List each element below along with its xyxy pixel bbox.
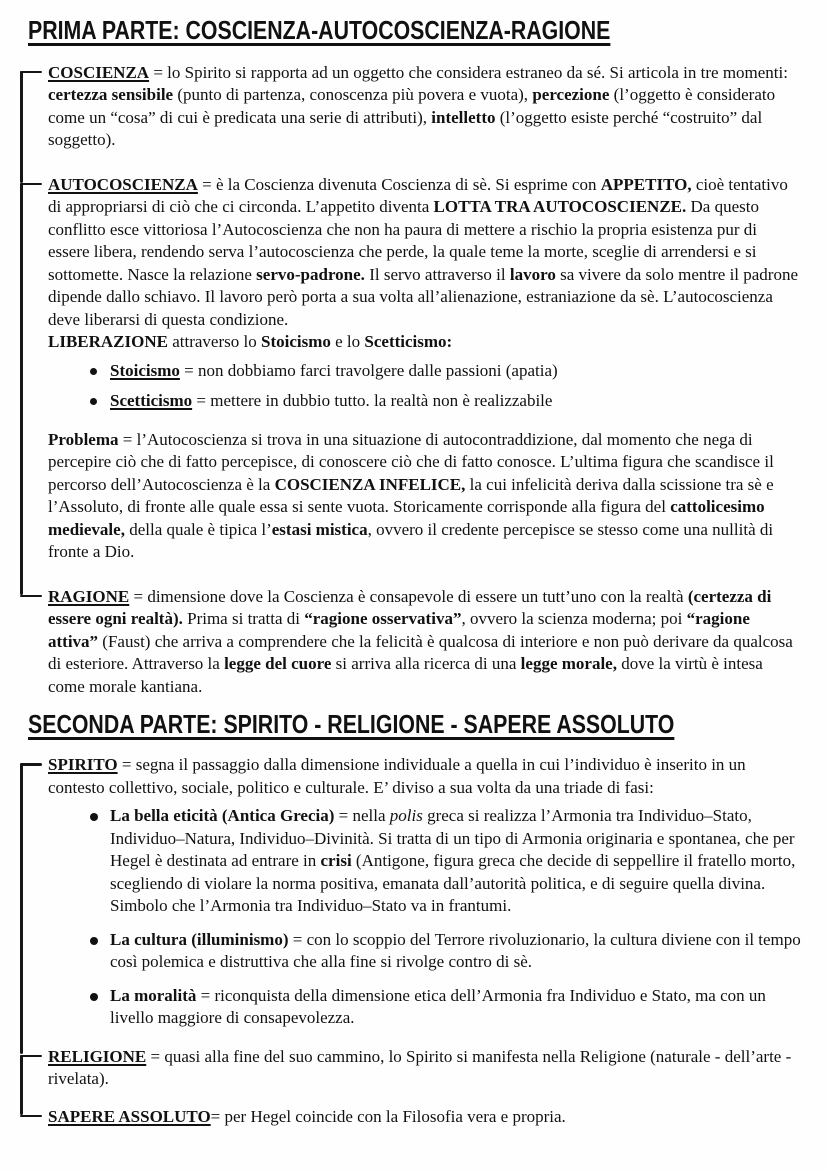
bullet-icon: [90, 937, 98, 945]
section-ragione: [48, 586, 802, 699]
bella-eticita-bullet-text: La bella eticità (Antica Grecia) = nella polis greca si realizza l’Armonia tra Individuo–Stato, Individuo–Natura, Individuo–Divinità. Si tratta di un tipo di Armonia originaria e spontanea, che per Hegel è destinata ad entrare in crisi (Antigone, figura greca che decide di seppellire il fratello morto, scegliendo di violare la norma positiva, emanata dall’autorità politica, e di seguire quella divina. Simbolo che l’Armonia tra Individuo–Stato va in frantumi.: [110, 806, 796, 916]
sapere-assoluto-text: SAPERE ASSOLUTO= per Hegel coincide con la Filosofia vera e propria.: [48, 1106, 566, 1126]
liberazione-bullet-list: [48, 360, 802, 413]
part1-title: PRIMA PARTE: COSCIENZA-AUTOCOSCIENZA-RAGIONE: [28, 15, 611, 45]
stoicismo-bullet: [90, 360, 802, 383]
bullet-icon: [90, 993, 98, 1001]
ragione-text: RAGIONE = dimensione dove la Coscienza è consapevole di essere un tutt’uno con la realtà (certezza di essere ogni realtà). Prima si tratta di “ragione osservativa”, ovvero la scienza moderna; poi “ragione attiva” (Faust) che arriva a comprendere che la felicità è qualcosa di interiore e non può derivare da qualcosa di esteriore. Attraverso la legge del cuore si arriva alla ricerca di una legge morale, dove la virtù è intesa come morale kantiana.: [48, 586, 793, 696]
scetticismo-bullet-text: Scetticismo = mettere in dubbio tutto. la realtà non è realizzabile: [110, 391, 553, 411]
autocoscienza-text: AUTOCOSCIENZA = è la Coscienza divenuta Coscienza di sè. Si esprime con APPETITO, cioè tentativo di appropriarsi di ciò che ci circonda. L’appetito diventa LOTTA TRA AUTOCOSCIENZE. Da questo conflitto esce vittoriosa l’Autocoscienza che non ha paura di mettere a rischio la propria esistenza pur di essere libera, rendendo serva l’autocoscienza che perde, la quale teme la morte, sceglie di arrendersi e si sottomette. Nasce la relazione servo-padrone. Il servo attraverso il lavoro sa vivere da solo mentre il padrone dipende dallo schiavo. Il lavoro però porta a sua volta all’alienazione, estraniazione da sè. L’autocoscienza deve liberarsi di questa condizione.: [48, 174, 799, 329]
part2-bracket-group: [20, 754, 802, 1128]
bullet-icon: [90, 398, 97, 405]
cultura-bullet: [90, 929, 802, 974]
part1-bracket-group: [20, 62, 802, 699]
section-sapere-assoluto: [48, 1106, 802, 1129]
problema-text: Problema = l’Autocoscienza si trova in una situazione di autocontraddizione, dal momento che nega di percepire ciò che di fatto percepisce, di conoscere ciò che di fatto conosce. L’ultima figura che scandisce il percorso dell’Autocoscienza è la COSCIENZA INFELICE, la cui infelicità deriva dalla scissione tra sè e l’Assoluto, di fronte alle quale essa si sente vuota. Storicamente corrisponde alla figura del cattolicesimo medievale, della quale è tipica l’estasi mistica, ovvero il credente percepisce se stesso come una nullità di fronte a Dio.: [48, 429, 774, 562]
moralita-bullet-text: La moralità = riconquista della dimensione etica dell’Armonia fra Individuo e Stato, ma con un livello maggiore di consapevolezza.: [110, 985, 766, 1028]
bullet-icon: [90, 813, 98, 821]
section-religione: [48, 1046, 802, 1091]
section-autocoscienza: [48, 174, 802, 564]
religione-text: RELIGIONE = quasi alla fine del suo cammino, lo Spirito si manifesta nella Religione (naturale - dell’arte - rivelata).: [48, 1046, 792, 1089]
bullet-icon: [90, 368, 97, 375]
coscienza-text: COSCIENZA = lo Spirito si rapporta ad un oggetto che considera estraneo da sé. Si articola in tre momenti: certezza sensibile (punto di partenza, conoscenza più povera e vuota), percezione (l’oggetto è considerato come un “cosa” di cui è predicata una serie di attributi), intelletto (l’oggetto esiste perché “costruito” dal soggetto).: [48, 62, 788, 150]
bella-eticita-bullet: [90, 805, 802, 918]
section-spirito: [48, 754, 802, 1030]
section-coscienza: [48, 62, 802, 152]
cultura-bullet-text: La cultura (illuminismo) = con lo scoppio del Terrore rivoluzionario, la cultura diviene con il tempo così polemica e distruttiva che alla fine si rivolge contro di sè.: [110, 929, 801, 972]
spirito-bullet-list: [48, 805, 802, 1030]
stoicismo-bullet-text: Stoicismo = non dobbiamo farci travolgere dalle passioni (apatia): [110, 360, 558, 380]
spirito-text: SPIRITO = segna il passaggio dalla dimensione individuale a quella in cui l’individuo è inserito in un contesto collettivo, sociale, politico e culturale. E’ diviso a sua volta da una triade di fasi:: [48, 755, 746, 797]
part2-title: SECONDA PARTE: SPIRITO - RELIGIONE - SAPERE ASSOLUTO: [28, 709, 675, 740]
moralita-bullet: [90, 985, 802, 1030]
liberazione-line: LIBERAZIONE attraverso lo Stoicismo e lo Scetticismo:: [48, 332, 453, 352]
scetticismo-bullet: [90, 390, 802, 413]
